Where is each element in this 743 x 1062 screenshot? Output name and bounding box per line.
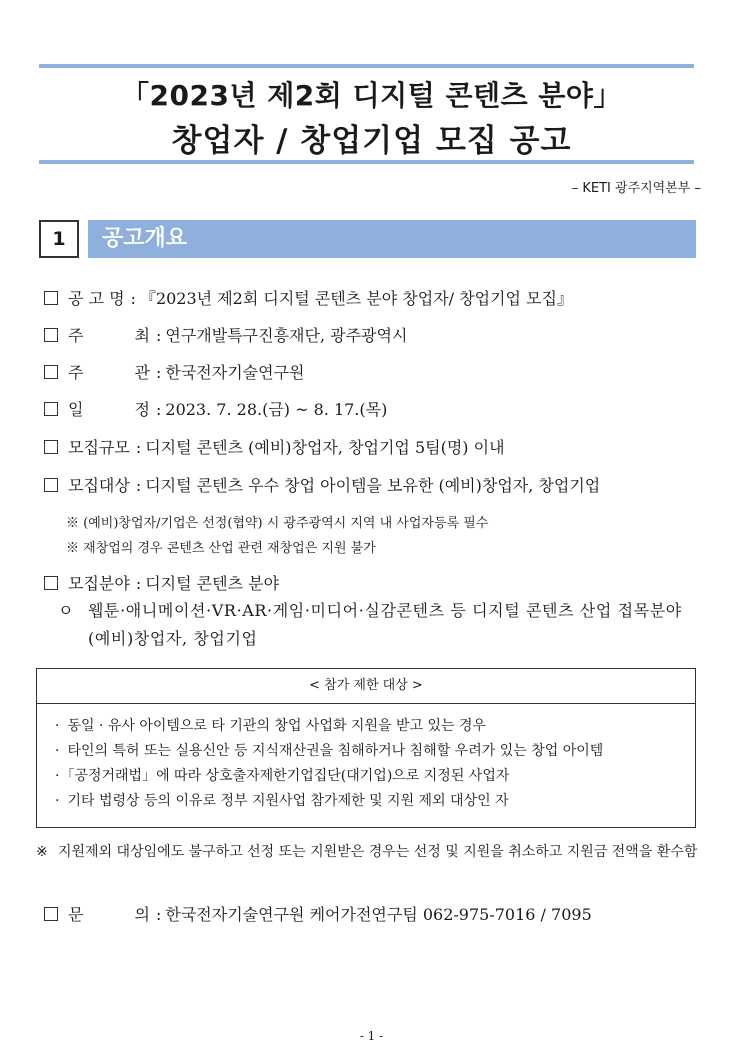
item-value: 2023. 7. 28.(금) ~ 8. 17.(목) bbox=[165, 400, 388, 419]
item-value: 한국전자기술연구원 bbox=[165, 363, 305, 382]
overview-item-host: 주 최 : 연구개발특구진흥재단, 광주광역시 bbox=[44, 323, 407, 346]
item-label: 주 관 bbox=[68, 363, 150, 382]
checkbox-icon bbox=[44, 402, 58, 416]
list-item: · 타인의 특허 또는 실용신안 등 지식재산권을 침해하거나 침해할 우려가 있는 창업 아이템 bbox=[55, 743, 604, 759]
top-rule bbox=[39, 64, 694, 68]
item-label: 모집규모 bbox=[68, 438, 130, 457]
overview-item-name: 공 고 명 : 『2023년 제2회 디지털 콘텐츠 분야 창업자/ 창업기업 모집』 bbox=[44, 286, 573, 309]
checkbox-icon bbox=[44, 365, 58, 379]
title-line2: 창업자 / 창업기업 모집 공고 bbox=[171, 123, 572, 159]
note-1: ※ (예비)창업자/기업은 선정(협약) 시 광주광역시 지역 내 사업자등록 필수 bbox=[66, 516, 489, 531]
list-item: · 「공정거래법」에 따라 상호출자제한기업집단(대기업)으로 지정된 사업자 bbox=[55, 768, 510, 784]
list-item: · 기타 법령상 등의 이유로 정부 지원사업 참가제한 및 지원 제외 대상인 자 bbox=[55, 793, 509, 809]
item-label: 문 의 bbox=[68, 905, 150, 924]
overview-item-scale: 모집규모 : 디지털 콘텐츠 (예비)창업자, 창업기업 5팀(명) 이내 bbox=[44, 435, 505, 458]
item-label: 일 정 bbox=[68, 400, 150, 419]
field-detail bbox=[58, 597, 698, 653]
overview-item-schedule: 일 정 : 2023. 7. 28.(금) ~ 8. 17.(목) bbox=[44, 397, 387, 420]
item-value: 디지털 콘텐츠 분야 bbox=[145, 574, 280, 593]
overview-item-organizer: 주 관 : 한국전자기술연구원 bbox=[44, 360, 305, 383]
checkbox-icon bbox=[44, 907, 58, 921]
title-line1: 「2023년 제2회 디지털 콘텐츠 분야」 bbox=[121, 79, 622, 112]
restriction-list bbox=[36, 704, 696, 828]
item-value: 디지털 콘텐츠 우수 창업 아이템을 보유한 (예비)창업자, 창업기업 bbox=[145, 476, 601, 495]
warning-note bbox=[36, 840, 701, 864]
restriction-heading: < 참가 제한 대상 > bbox=[36, 668, 696, 704]
item-label: 주 최 bbox=[68, 326, 150, 345]
reference-mark-icon: ※ bbox=[36, 844, 48, 860]
bullet-icon: ㅇ bbox=[58, 601, 74, 620]
section-number: 1 bbox=[39, 220, 79, 258]
checkbox-icon bbox=[44, 291, 58, 305]
overview-item-target: 모집대상 : 디지털 콘텐츠 우수 창업 아이템을 보유한 (예비)창업자, 창업기업 bbox=[44, 473, 600, 496]
item-value: 디지털 콘텐츠 (예비)창업자, 창업기업 5팀(명) 이내 bbox=[145, 438, 505, 457]
item-value: 연구개발특구진흥재단, 광주광역시 bbox=[165, 326, 408, 345]
note-2: ※ 재창업의 경우 콘텐츠 산업 관련 재창업은 지원 불가 bbox=[66, 541, 376, 556]
checkbox-icon bbox=[44, 328, 58, 342]
checkbox-icon bbox=[44, 576, 58, 590]
organization: – KETI 광주지역본부 – bbox=[571, 181, 701, 196]
section-title: 공고개요 bbox=[88, 220, 696, 258]
warning-text: 지원제외 대상임에도 불구하고 선정 또는 지원받은 경우는 선정 및 지원을 취소하고 지원금 전액을 환수함 bbox=[58, 844, 698, 860]
list-item: · 동일 · 유사 아이템으로 타 기관의 창업 사업화 지원을 받고 있는 경우 bbox=[55, 718, 487, 734]
item-label: 모집분야 bbox=[68, 574, 130, 593]
overview-item-field: 모집분야 : 디지털 콘텐츠 분야 bbox=[44, 571, 279, 594]
page-number: - 1 - bbox=[359, 1029, 384, 1043]
field-detail-text: 웹툰·애니메이션·VR·AR·게임·미디어·실감콘텐츠 등 디지털 콘텐츠 산업 접목분야 (예비)창업자, 창업기업 bbox=[88, 601, 682, 648]
contact-item: 문 의 : 한국전자기술연구원 케어가전연구팀 062-975-7016 / 7095 bbox=[44, 902, 592, 925]
checkbox-icon bbox=[44, 440, 58, 454]
bottom-rule bbox=[39, 160, 694, 164]
checkbox-icon bbox=[44, 478, 58, 492]
item-value: 『2023년 제2회 디지털 콘텐츠 분야 창업자/ 창업기업 모집』 bbox=[139, 289, 573, 308]
contact-value: 한국전자기술연구원 케어가전연구팀 062-975-7016 / 7095 bbox=[165, 905, 592, 924]
item-label: 모집대상 bbox=[68, 476, 130, 495]
item-label: 공 고 명 bbox=[68, 289, 125, 308]
